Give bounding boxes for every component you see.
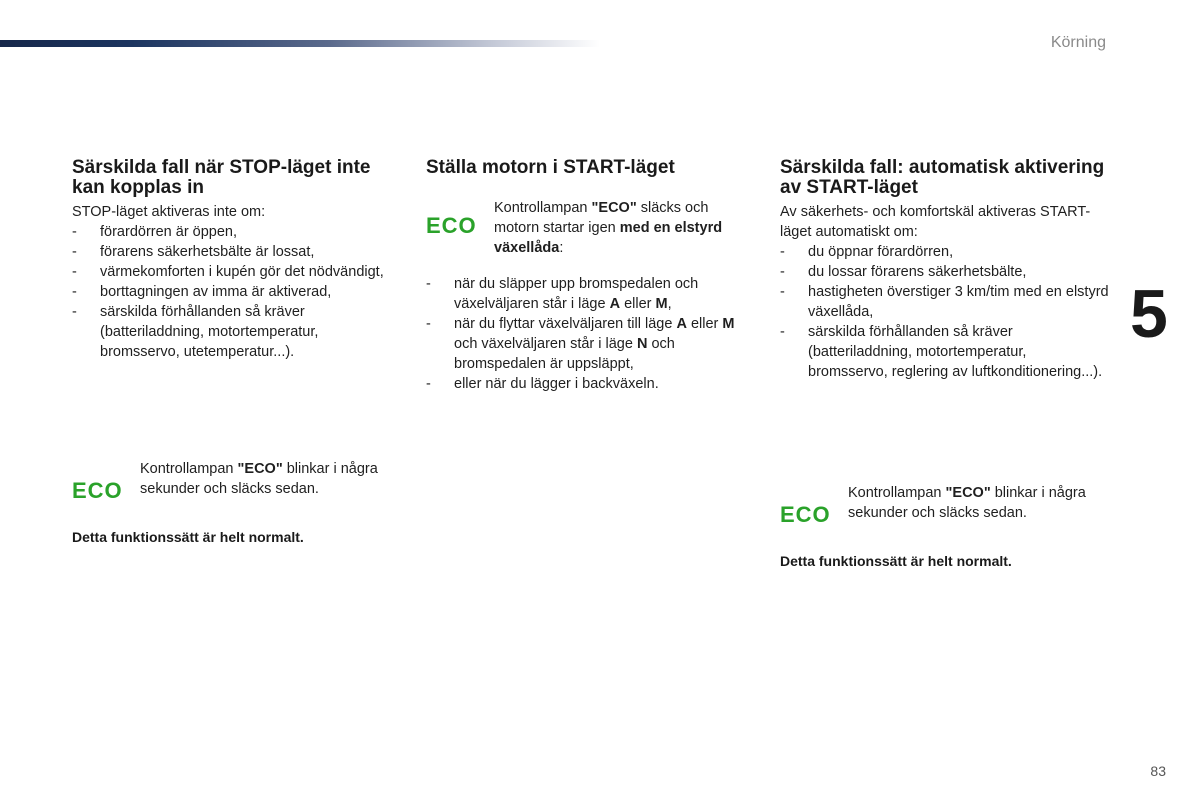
condition-list (780, 242, 1110, 382)
section-intro: STOP-läget aktiveras inte om: (72, 204, 266, 220)
list-item: - eller när du lägger i backväxeln. (426, 376, 659, 392)
eco-icon: ECO (780, 502, 831, 527)
list-item: - du öppnar förardörren, (780, 244, 954, 260)
list-item: - särskilda förhållanden så kräver (batteriladdning, motortemperatur, bromsservo, reglering av luftkonditionering...). (780, 324, 1103, 380)
chapter-title: Körning (1050, 34, 1106, 51)
chapter-number: 5 (1130, 276, 1168, 352)
list-item: - du lossar förarens säkerhetsbälte, (780, 264, 1027, 280)
list-dash: - (426, 316, 431, 332)
list-dash: - (72, 264, 77, 280)
list-item: - när du släpper upp bromspedalen och växelväljaren står i läge A eller M, (426, 276, 699, 312)
list-item: - särskilda förhållanden så kräver (batteriladdning, motortemperatur, bromsservo, utetemperatur...). (72, 304, 319, 360)
list-item: - när du flyttar växelväljaren till läge A eller M och växelväljaren står i läge N och bromspedalen är uppsläppt, (426, 316, 735, 372)
section-heading: Särskilda fall när STOP-läget inte kan kopplas in (72, 157, 371, 198)
list-dash: - (72, 284, 77, 300)
eco-note-col3 (780, 483, 1110, 571)
section-heading: Ställa motorn i START-läget (426, 157, 675, 178)
eco-note-col2 (426, 198, 756, 258)
list-dash: - (72, 244, 77, 260)
list-item: - förardörren är öppen, (72, 224, 238, 240)
list-dash: - (72, 224, 77, 240)
page-number: 83 (1150, 763, 1166, 779)
section-start-mode (426, 158, 756, 394)
section-intro: Av säkerhets- och komfortskäl aktiveras START-läget automatiskt om: (780, 204, 1091, 240)
eco-icon: ECO (426, 213, 477, 238)
eco-note-col1 (72, 459, 402, 547)
list-item: - hastigheten överstiger 3 km/tim med en elstyrd växellåda, (780, 284, 1109, 320)
list-item: - förarens säkerhetsbälte är lossat, (72, 244, 315, 260)
normal-operation-note: Detta funktionssätt är helt normalt. (72, 529, 304, 545)
eco-icon: ECO (72, 478, 123, 503)
list-dash: - (780, 244, 785, 260)
start-condition-list (426, 274, 756, 394)
list-dash: - (780, 264, 785, 280)
section-automatic-start (780, 158, 1110, 382)
list-dash: - (426, 376, 431, 392)
normal-operation-note: Detta funktionssätt är helt normalt. (780, 553, 1012, 569)
list-dash: - (780, 284, 785, 300)
list-item: - värmekomforten i kupén gör det nödvändigt, (72, 264, 384, 280)
list-dash: - (72, 304, 77, 320)
section-stop-special-cases (72, 158, 402, 362)
note-text: Kontrollampan "ECO" släcks och motorn startar igen med en elstyrd växellåda: (494, 200, 723, 256)
note-text: Kontrollampan "ECO" blinkar i några sekunder och släcks sedan. (140, 461, 378, 497)
list-dash: - (780, 324, 785, 340)
condition-list (72, 222, 402, 362)
section-heading: Särskilda fall: automatisk aktivering av START-läget (780, 157, 1105, 198)
note-text: Kontrollampan "ECO" blinkar i några sekunder och släcks sedan. (848, 485, 1086, 521)
header-gradient-bar (0, 40, 600, 47)
list-dash: - (426, 276, 431, 292)
list-item: - borttagningen av imma är aktiverad, (72, 284, 332, 300)
